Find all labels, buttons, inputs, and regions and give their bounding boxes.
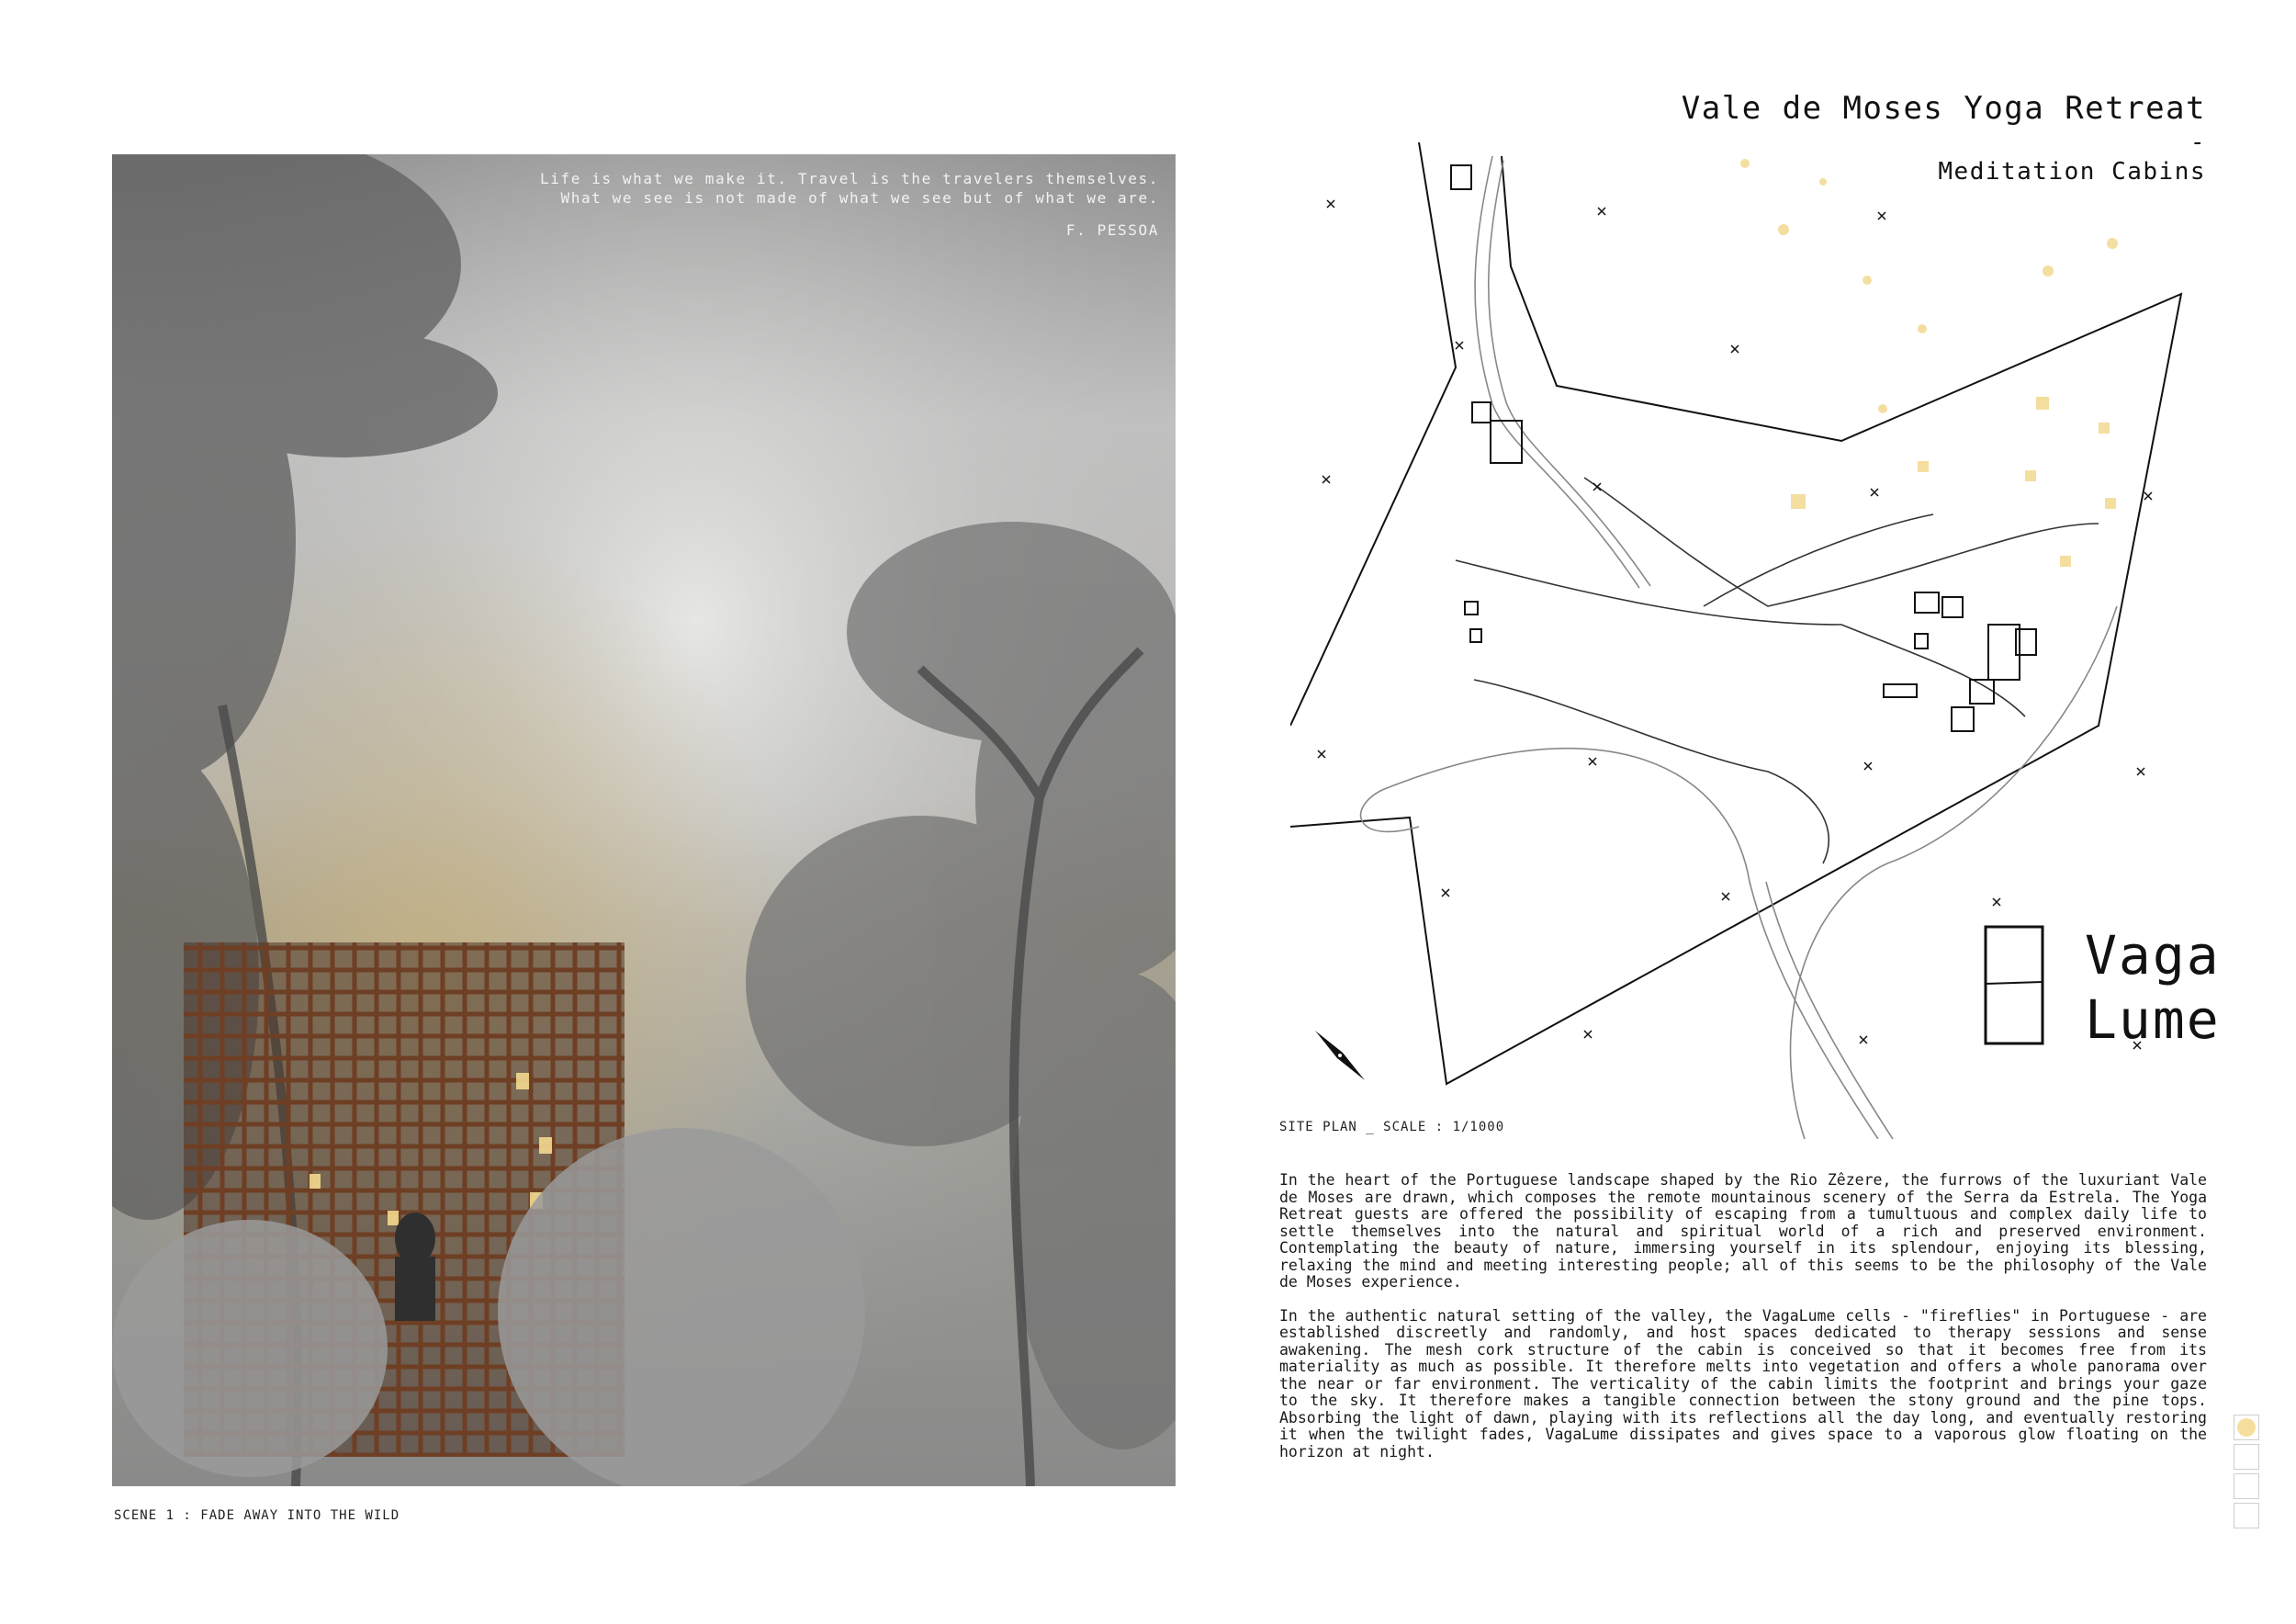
site-plan-drawing (1290, 129, 2209, 1139)
page-indicator-slot (2234, 1503, 2259, 1528)
vagalume-logo-mark (1982, 923, 2046, 1047)
scene-illustration (112, 154, 1176, 1486)
quote-block (540, 169, 1159, 240)
quote-line: What we see is not made of what we see but of what we are. (560, 189, 1159, 207)
quote-author: F. PESSOA (1065, 221, 1159, 239)
scene-render (112, 154, 1176, 1486)
compass-icon (1311, 1027, 1368, 1084)
tree-markers (1318, 200, 2152, 1049)
page-title: Vale de Moses Yoga Retreat (1681, 90, 2206, 127)
site-boundary (1290, 142, 2181, 1084)
description-paragraph: In the heart of the Portuguese landscape shaped by the Rio Zêzere, the furrows of the luxuriant Vale de Moses are drawn, which composes the remote mountainous scenery of the Serra da Estrela. The Yoga Retreat guests are offered the possibility of escaping from a tumultuous and complex daily life to settle themselves into the natural and spiritual world of a rich and preserved environment. Contemplating the beauty of nature, immersing yourself in its splendour, enjoying its blessing, relaxing the mind and meeting interesting people; all of this seems to be the philosophy of the Vale de Moses experience. (1279, 1171, 2207, 1291)
title-separator: - (2189, 129, 2206, 156)
description-paragraph: In the authentic natural setting of the valley, the VagaLume cells - "fireflies" in Portuguese - are established discreetly and randomly, and host spaces dedicated to therapy sessions and sense awakening. The mesh cork structure of the cabin is conceived so that it becomes free from its materiality as much as possible. It therefore melts into vegetation and offers a whole panorama over the near or far environment. The verticality of the cabin limits the footprint and brings your gaze to the sky. It therefore makes a tangible connection between the stony ground and the pine tops. Absorbing the light of dawn, playing with its reflections all the day long, and eventually restoring it when the twilight fades, VagaLume dissipates and gives space to a vaporous glow floating on the horizon at night. (1279, 1306, 2207, 1460)
page-subtitle: Meditation Cabins (1938, 158, 2206, 186)
scene-caption: SCENE 1 : FADE AWAY INTO THE WILD (114, 1508, 400, 1523)
page-indicator-active (2234, 1415, 2259, 1440)
project-description (1279, 1172, 2207, 1477)
page-indicator-slot (2234, 1444, 2259, 1470)
brand-name (2085, 923, 2221, 1052)
quote-line: Life is what we make it. Travel is the travelers themselves. (540, 170, 1159, 187)
firefly-cabins (1740, 159, 2118, 567)
site-plan-caption: SITE PLAN _ SCALE : 1/1000 (1279, 1120, 1505, 1134)
terraces (1456, 478, 2099, 863)
buildings (1451, 165, 2036, 731)
brand-line: Lume (2085, 988, 2221, 1051)
brand-line: Vaga (2085, 924, 2221, 987)
page-indicator-slot (2234, 1473, 2259, 1499)
page-indicator (2234, 1415, 2261, 1532)
